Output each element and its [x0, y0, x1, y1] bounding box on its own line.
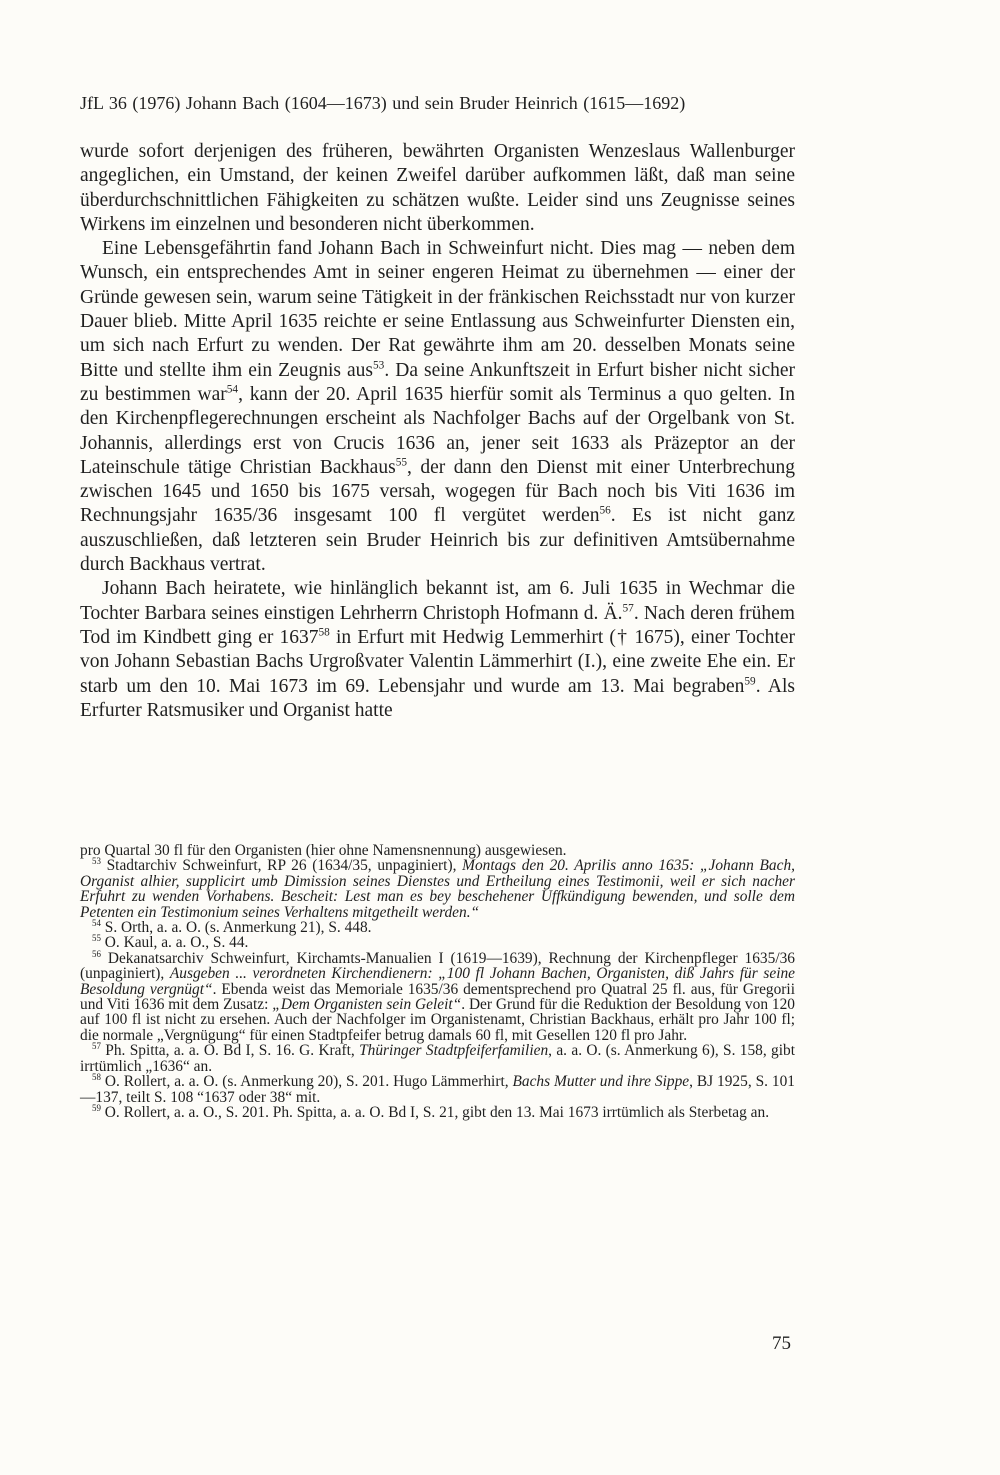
footnote-ref: 53 — [92, 856, 101, 867]
footnote-ref: 56 — [92, 948, 101, 959]
italic-text: Ausgeben ... verordneten Kirchendienern: „100 fl Johann Bachen, Organisten, diß Jahrs für seine Besoldung vergnügt“ — [80, 965, 795, 998]
text-run: . Nach deren frühem Tod im Kindbett ging er 1637 — [80, 602, 795, 648]
text-run: S. Orth, a. a. O. (s. Anmerkung 21), S. 448. — [100, 919, 372, 937]
text-run: O. Rollert, a. a. O., S. 201. Ph. Spitta, a. a. O. Bd I, S. 21, gibt den 13. Mai 1673 irrtümlich als Sterbetag an. — [100, 1103, 770, 1121]
footnote-ref: 54 — [226, 383, 239, 396]
text-run: Dekanatsarchiv Schweinfurt, Kirchamts-Manualien I (1619—1639), Rechnung der Kirchenpfleger 1635/36 (unpaginiert), — [80, 949, 795, 983]
footnote-ref: 53 — [373, 359, 385, 372]
body-text — [80, 140, 795, 723]
text-run: in Erfurt mit Hedwig Lemmerhirt († 1675), einer Tochter von Johann Sebastian Bachs Urgroßvater Valentin Lämmerhirt (I.), eine zweite Ehe ein. Er starb um den 10. Mai 1673 im 69. Lebensjahr und wurde am 13. Mai begraben — [80, 626, 795, 697]
italic-text: „Dem Organisten sein Geleit“ — [272, 996, 462, 1014]
text-run: . Es ist nicht ganz auszuschließen, daß letzteren sein Bruder Heinrich bis zur definitiven Amtsübernahme durch Backhaus vertrat. — [80, 505, 795, 576]
text-run: Eine Lebensgefährtin fand Johann Bach in Schweinfurt nicht. Dies mag — neben dem Wunsch, ein entsprechendes Amt in seiner engeren Heimat zu übernehmen — einer der Gründe gewesen sein, warum seine Tätigkeit in der fränkischen Reichsstadt nur von kurzer Dauer blieb. Mitte April 1635 reichte er seine Entlassung aus Schweinfurter Diensten ein, um sich nach Erfurt zu wenden. Der Rat gewährte ihm am 20. desselben Monats seine Bitte und stellte ihm ein Zeugnis aus — [80, 238, 795, 381]
footnote-55 — [80, 935, 795, 950]
footnote-ref: 57 — [622, 602, 634, 615]
text-run: , der dann den Dienst mit einer Unterbrechung zwischen 1645 und 1650 bis 1675 versah, wogegen für Bach noch bis Viti 1636 im Rechnungsjahr 1635/36 insgesamt 100 fl vergütet werden — [80, 456, 795, 527]
footnote-ref: 56 — [599, 504, 611, 517]
text-run: O. Rollert, a. a. O. (s. Anmerkung 20), S. 201. Hugo Lämmerhirt, — [100, 1073, 513, 1091]
footnote-ref: 59 — [744, 675, 756, 688]
footnote-ref: 57 — [92, 1041, 101, 1052]
italic-text: Bachs Mutter und ihre Sippe — [512, 1073, 690, 1091]
text-run: . Der Grund für die Reduktion der Besoldung von 120 auf 100 fl ist nicht zu ersehen. Auch der Nachfolger im Organistenamt, Christian Backhaus, erhält pro Jahr 100 fl; die normale „Vergnügung“ für einen Stadtpfeifer betrug damals 60 fl, mit Gesellen 120 fl pro Jahr. — [80, 996, 795, 1044]
italic-text: Montags den 20. Aprilis anno 1635: „Johann Bach, Organist alhier, supplicirt umb Dimission seines Dienstes und Ertheilung eines Testimonii, weil er sich nacher Erfuhrt zu wenden Vorhabens. Bescheit: Lest man es bey beschehener Uffkündigung bewenden, und solle dem Petenten ein Testimonium seines Verhaltens mitgetheilt werden.“ — [80, 857, 795, 921]
text-run: Ph. Spitta, a. a. O. Bd I, S. 16. G. Kraft, — [100, 1042, 360, 1060]
text-run: pro Quartal 30 fl für den Organisten (hier ohne Namensnennung) ausgewiesen. — [80, 842, 567, 859]
italic-text: Thüringer Stadtpfeiferfamilien — [359, 1042, 549, 1060]
footnote-58 — [80, 1071, 795, 1106]
text-run: . Ebenda weist das Memoriale 1635/36 dementsprechend pro Quatral 25 fl. aus, für Gregorii und Viti 1636 mit dem Zusatz: — [80, 980, 795, 1014]
text-run: , kann der 20. April 1635 hierfür somit als Terminus a quo gelten. In den Kirchenpflegerechnungen erscheint als Nachfolger Bachs auf der Orgelbank von St. Johannis, allerdings erst von Crucis 1636 an, jener seit 1633 als Präzeptor an der Lateinschule tätige Christian Backhaus — [80, 383, 795, 478]
paragraph — [80, 577, 795, 723]
footnote-ref: 58 — [318, 626, 330, 639]
footnote-ref: 55 — [395, 456, 407, 469]
text-run: O. Kaul, a. a. O., S. 44. — [100, 934, 249, 952]
paragraph — [80, 237, 795, 577]
text-run: . Da seine Ankunftszeit in Erfurt bisher nicht sicher zu bestimmen war — [80, 359, 796, 405]
text-run: Johann Bach heiratete, wie hinlänglich bekannt ist, am 6. Juli 1635 in Wechmar die Tochter Barbara seines einstigen Lehrherrn Christoph Hofmann d. Ä. — [80, 578, 795, 624]
text-run: . Als Erfurter Ratsmusiker und Organist hatte — [80, 675, 796, 721]
footnote-56 — [80, 948, 795, 1044]
running-header: JfL 36 (1976) Johann Bach (1604—1673) und sein Bruder Heinrich (1615—1692) — [80, 93, 686, 113]
footnote-ref: 59 — [92, 1102, 101, 1113]
footnotes — [80, 843, 795, 1120]
text-run: wurde sofort derjenigen des früheren, bewährten Organisten Wenzeslaus Wallenburger angeglichen, ein Umstand, der keinen Zweifel darüber aufkommen läßt, daß man seine überdurchschnittlichen Fähigkeiten zu schätzen wußte. Leider sind uns Zeugnisse seines Wirkens im einzelnen und besonderen nicht überkommen. — [80, 141, 795, 235]
paragraph — [80, 140, 795, 237]
footnote-ref: 54 — [92, 917, 101, 928]
text-run: , BJ 1925, S. 101—137, teilt S. 108 “1637 oder 38“ mit. — [80, 1073, 795, 1106]
footnote-57 — [80, 1043, 795, 1074]
footnote-53 — [80, 858, 795, 920]
footnote-ref: 58 — [92, 1071, 101, 1082]
text-run: , a. a. O. (s. Anmerkung 6), S. 158, gibt irrtümlich „1636“ an. — [80, 1042, 795, 1075]
text-run: Stadtarchiv Schweinfurt, RP 26 (1634/35, unpaginiert), — [100, 857, 463, 875]
footnote-59 — [80, 1102, 795, 1121]
footnote-ref: 55 — [92, 933, 101, 944]
page-number: 75 — [772, 1333, 791, 1354]
